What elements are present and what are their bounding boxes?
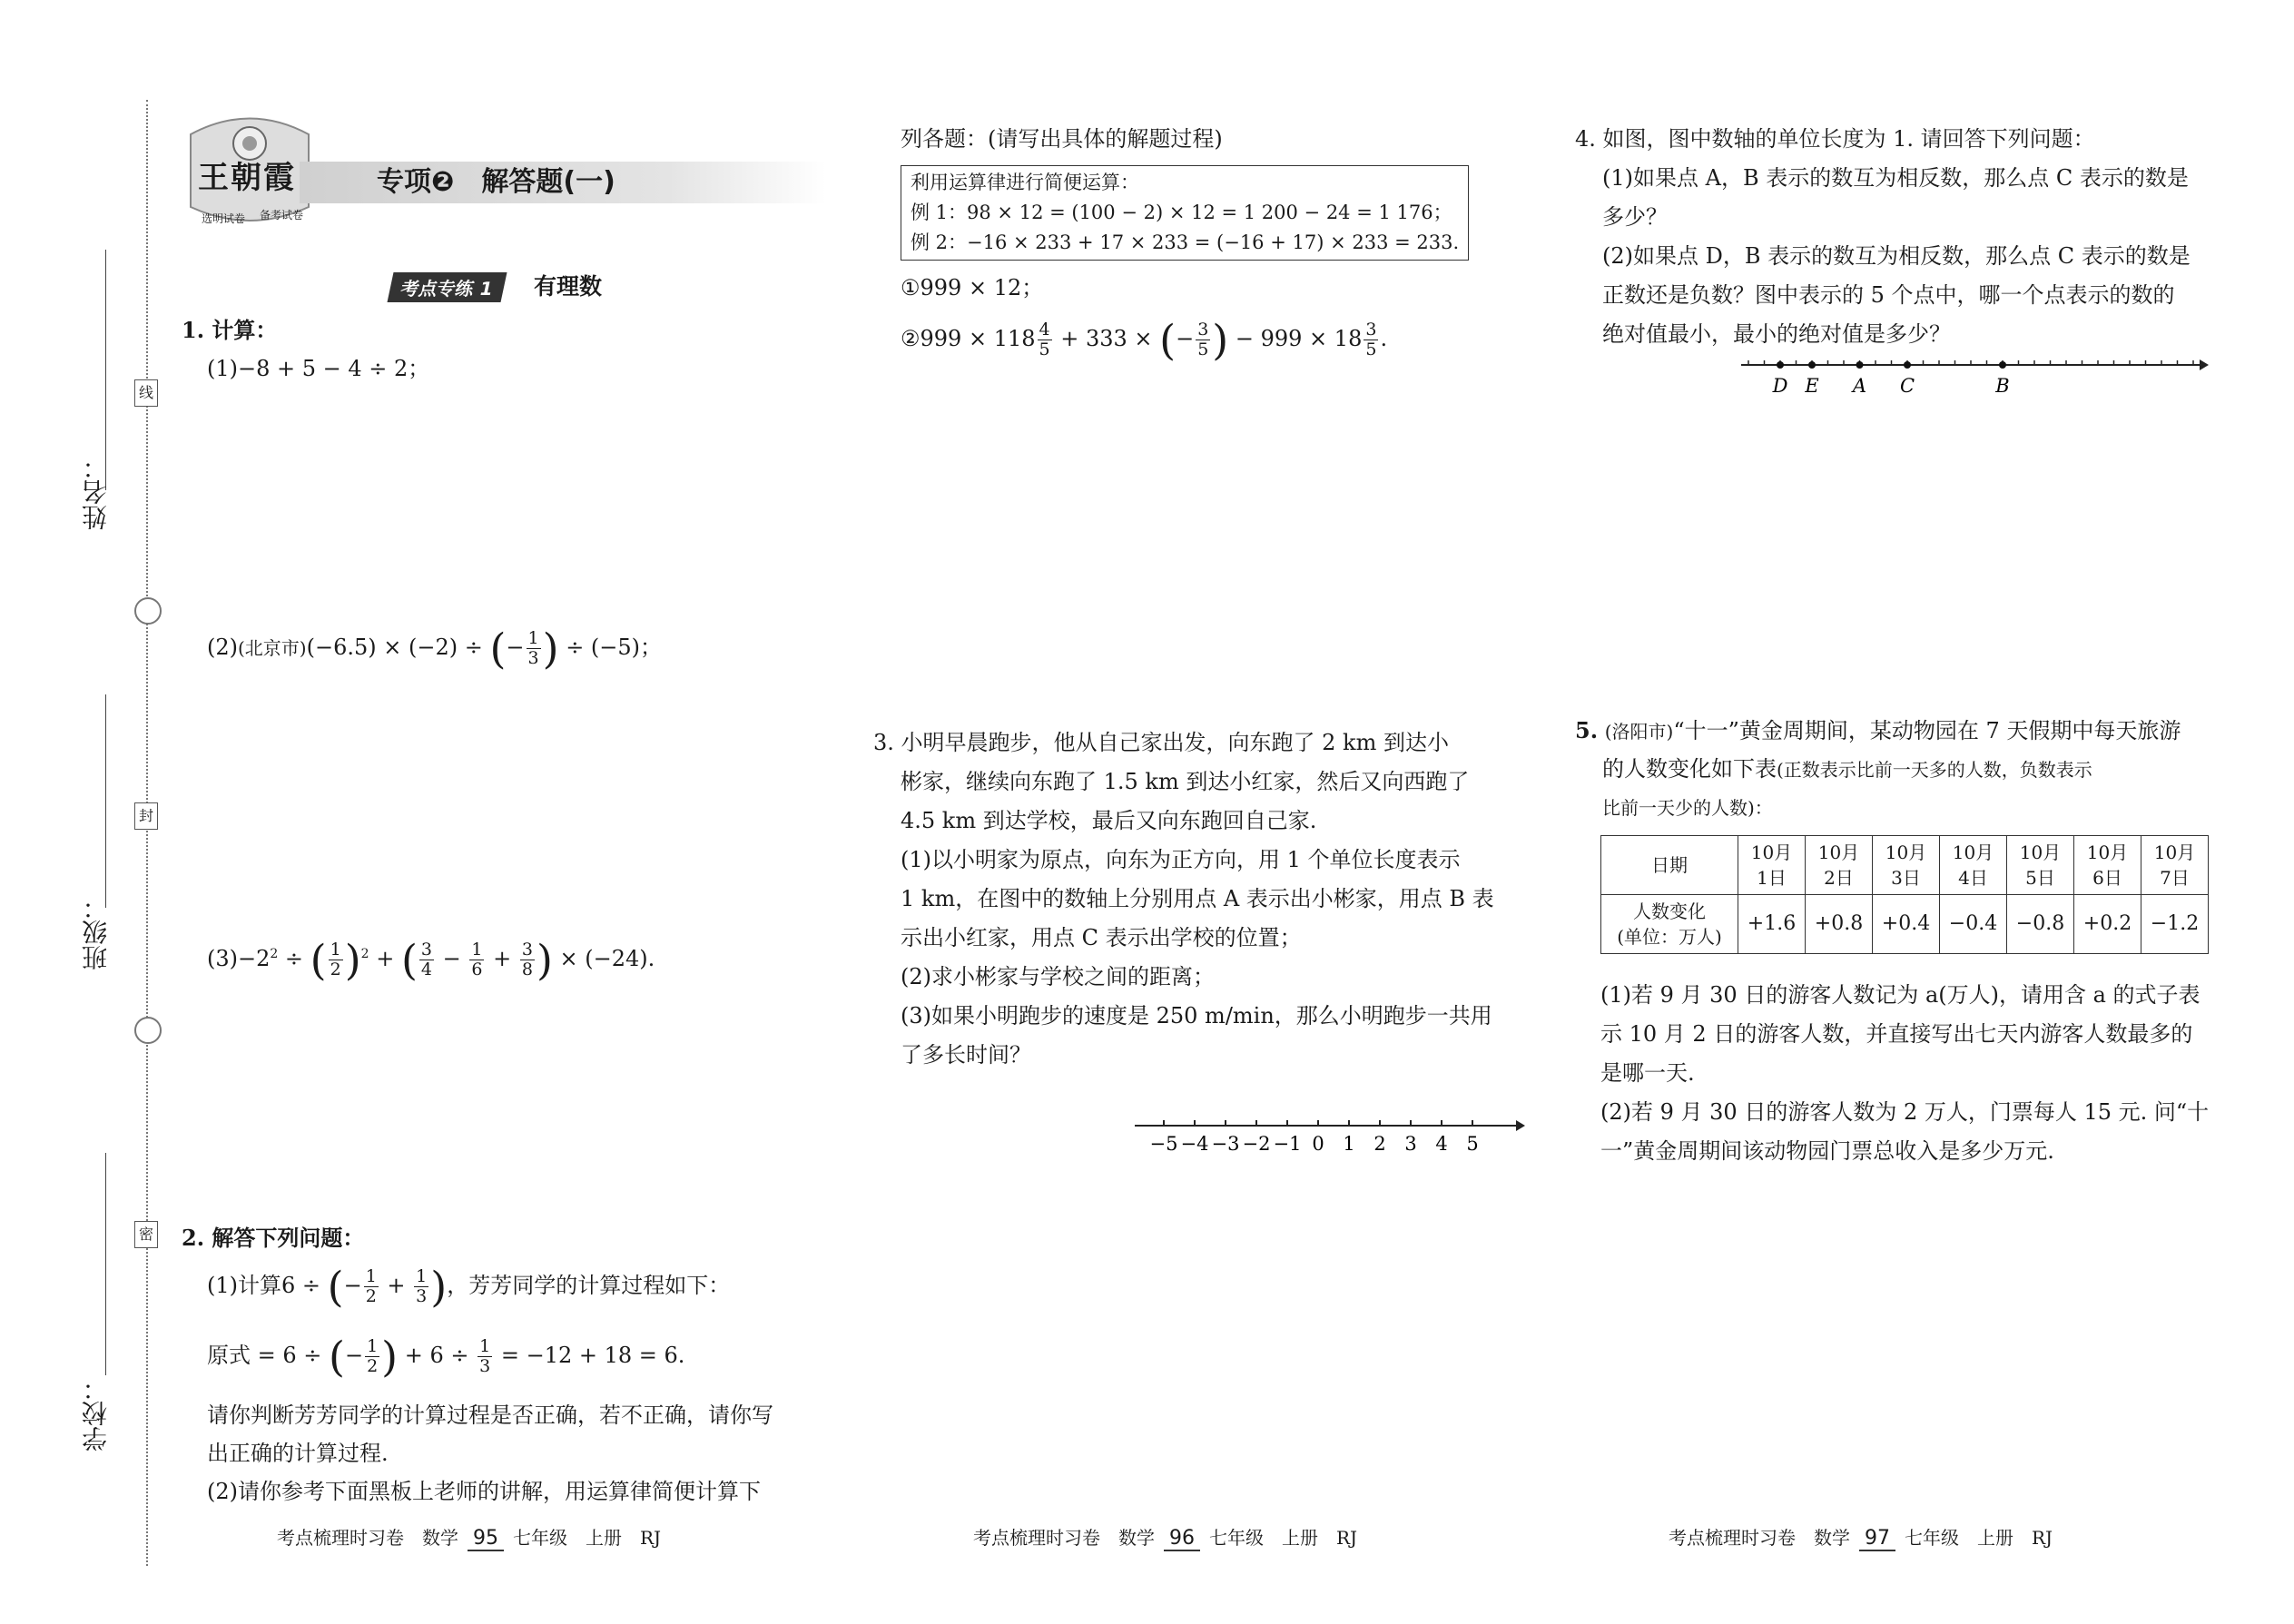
q5-line3: 比前一天少的人数)： [1602,797,1773,819]
q3-line: (3)如果小明跑步的速度是 250 m/min，那么小明跑步一共用 [901,1003,1492,1029]
tourist-table [1600,835,2209,954]
example-line: 例 2：−16 × 233 + 17 × 233 = (−16 + 17) × 233 = 233. [911,231,1460,253]
name-label: 姓名： [81,454,111,530]
table-cell: +0.4 [1873,895,1940,954]
cut-label-feng: 封 [134,802,158,830]
q5-after-line: 一”黄金周期间该动物园门票总收入是多少万元. [1600,1138,2054,1164]
item-2: ②999 × 118 $\frac{4}{5}$ + 333 × (− $\frac{3}{5}$ ) − 999 × 18 $\frac{3}{5}$ . [901,315,1388,365]
class-label: 班级： [81,894,111,970]
cut-label-mi: 密 [134,1221,158,1248]
q4-line: 正数还是负数？图中表示的 5 个点中，哪一个点表示的数的 [1602,282,2175,308]
q2-part1: (1)计算6 ÷ (− $\frac{1}{2}$ + $\frac{1}{3}$ )，芳芳同学的计算过程如下： [207,1262,731,1312]
q5-line1: 5. (洛阳市)“十一”黄金周期间，某动物园在 7 天假期中每天旅游 [1575,717,2181,743]
q2-judge-line1: 请你判断芳芳同学的计算过程是否正确，若不正确，请你写 [207,1403,773,1428]
q3-line: 1 km，在图中的数轴上分别用点 A 表示出小彬家，用点 B 表 [901,886,1494,911]
q1-part3: $(3)-2^2$ ÷ ( $\frac{1}{2}$ )$^2$ + ( $\frac{3}{4}$ − $\frac{1}{6}$ + $\frac{3}{8}$ ) × (−24). [207,935,655,985]
q1-part1: (1)−8 + 5 − 4 ÷ 2； [207,356,430,381]
table-row-label: 人数变化 (单位：万人) [1601,895,1738,954]
page-number: 95 [468,1527,504,1551]
axis-tick-label: 2 [1373,1133,1386,1155]
section-badge: 考点专练 1 [387,272,507,302]
table-date: 10月 5日 [2007,836,2074,895]
point-d [1777,361,1784,369]
q1-part2: (2)(北京市)(−6.5) × (−2) ÷ (− $\frac{1}{3}$ ) ÷ (−5)； [207,624,663,674]
q2-original: 原式 = 6 ÷ (− $\frac{1}{2}$ ) + 6 ÷ $\frac{1}{3}$ = −12 + 18 = 6. [207,1332,685,1382]
table-head-label: 日期 [1601,836,1738,895]
q4-line: (1)如果点 A，B 表示的数互为相反数，那么点 C 表示的数是 [1602,165,2189,191]
point-c [1904,361,1911,369]
example-line: 例 1：98 × 12 = (100 − 2) × 12 = 1 200 − 24 = 1 176； [911,202,1452,223]
axis-tick-label: 0 [1312,1133,1324,1155]
list-title: 列各题：(请写出具体的解题过程) [901,126,1223,152]
q5-after-line: 是哪一天. [1600,1060,1695,1086]
table-cell: +0.2 [2074,895,2141,954]
table-cell: +1.6 [1738,895,1806,954]
axis-tick-label: −5 [1149,1133,1178,1155]
q5-line2: 的人数变化如下表(正数表示比前一天多的人数，负数表示 [1602,756,2092,782]
q5-after-line: (2)若 9 月 30 日的游客人数为 2 万人，门票每人 15 元. 问“十 [1600,1099,2210,1125]
q4-text [1575,120,2191,354]
binding-ring [134,1017,162,1044]
cut-line [146,100,148,1566]
q2-part2: (2)请你参考下面黑板上老师的讲解，用运算律简便计算下 [207,1479,761,1504]
item-1: ①999 × 12； [901,275,1044,300]
point-label: C [1899,375,1915,397]
school-label: 学校： [81,1375,111,1452]
class-underline [105,694,106,908]
q4-line: 绝对值最小，最小的绝对值是多少？ [1602,321,1951,347]
page-number: 96 [1164,1527,1200,1551]
axis-tick-label: 4 [1435,1133,1448,1155]
table-cell: −0.4 [1940,895,2007,954]
q2-title: 2. 解答下列问题： [182,1225,365,1251]
q5-after-line: (1)若 9 月 30 日的游客人数记为 a(万人)，请用含 a 的式子表 [1600,982,2200,1008]
q5-subparts [1600,976,2209,1171]
q3-line: 了多长时间？ [901,1042,1031,1068]
table-cell: −1.2 [2141,895,2209,954]
table-date: 10月 1日 [1738,836,1806,895]
q4-line: 4. 如图，图中数轴的单位长度为 1. 请回答下列问题： [1575,126,2095,152]
axis-tick-label: −3 [1211,1133,1240,1155]
q4-number-line [1741,352,2213,407]
section-title: 有理数 [534,273,603,300]
axis-tick-label: 1 [1343,1133,1355,1155]
example-box [901,165,1469,261]
logo-text: 王朝霞 [198,160,296,196]
binding-ring [134,597,162,625]
q4-line: 多少？ [1602,204,1668,230]
point-label: B [1995,375,2010,397]
point-e [1808,361,1816,369]
example-line: 利用运算律进行简便运算： [911,172,1139,193]
point-b [1999,361,2006,369]
axis-tick-label: −1 [1273,1133,1302,1155]
table-date: 10月 2日 [1806,836,1873,895]
point-label: E [1805,375,1819,397]
q3-line: 示出小红家，用点 C 表示出学校的位置； [901,925,1302,950]
page-footer: 考点梳理时习卷 数学 95 七年级 上册 RJ [277,1527,662,1550]
cut-label-xian: 线 [134,379,158,407]
q4-line: (2)如果点 D，B 表示的数互为相反数，那么点 C 表示的数是 [1602,243,2191,269]
axis-tick-label: −4 [1180,1133,1209,1155]
q2-judge-line2: 出正确的计算过程. [207,1441,389,1466]
q3-line: 彬家，继续向东跑了 1.5 km 到达小红家，然后又向西跑了 [901,769,1470,794]
q3-line: (1)以小明家为原点，向东为正方向，用 1 个单位长度表示 [901,847,1461,872]
axis-tick-label: 5 [1466,1133,1479,1155]
point-label: D [1772,375,1788,397]
q5-after-line: 示 10 月 2 日的游客人数，并直接写出七天内游客人数最多的 [1600,1021,2193,1047]
q3-text [873,723,1494,1075]
q3-line: 4.5 km 到达学校，最后又向东跑回自己家. [901,808,1317,833]
page-footer: 考点梳理时习卷 数学 97 七年级 上册 RJ [1669,1527,2053,1550]
table-row [1601,836,2209,895]
point-label: A [1852,375,1867,397]
table-date: 10月 6日 [2074,836,2141,895]
point-a [1856,361,1864,369]
table-date: 10月 3日 [1873,836,1940,895]
page-number: 97 [1859,1527,1895,1551]
axis-tick-label: −2 [1242,1133,1271,1155]
table-date: 10月 4日 [1940,836,2007,895]
table-row [1601,895,2209,954]
q3-line: (2)求小彬家与学校之间的距离； [901,964,1215,989]
q3-number-line [1126,1112,1525,1176]
table-date: 10月 7日 [2141,836,2209,895]
table-cell: −0.8 [2007,895,2074,954]
logo-sub-left: 选明试卷 [202,212,246,225]
q1-title: 1. 计算： [182,317,278,343]
q3-line: 3. 小明早晨跑步，他从自己家出发，向东跑了 2 km 到达小 [873,730,1449,755]
school-underline [105,1153,106,1375]
logo-sub-right: 备考试卷 [260,209,304,221]
axis-tick-label: 3 [1404,1133,1417,1155]
page-footer: 考点梳理时习卷 数学 96 七年级 上册 RJ [973,1527,1358,1550]
table-cell: +0.8 [1806,895,1873,954]
page-title: 专项❷ 解答题(一) [377,166,615,198]
